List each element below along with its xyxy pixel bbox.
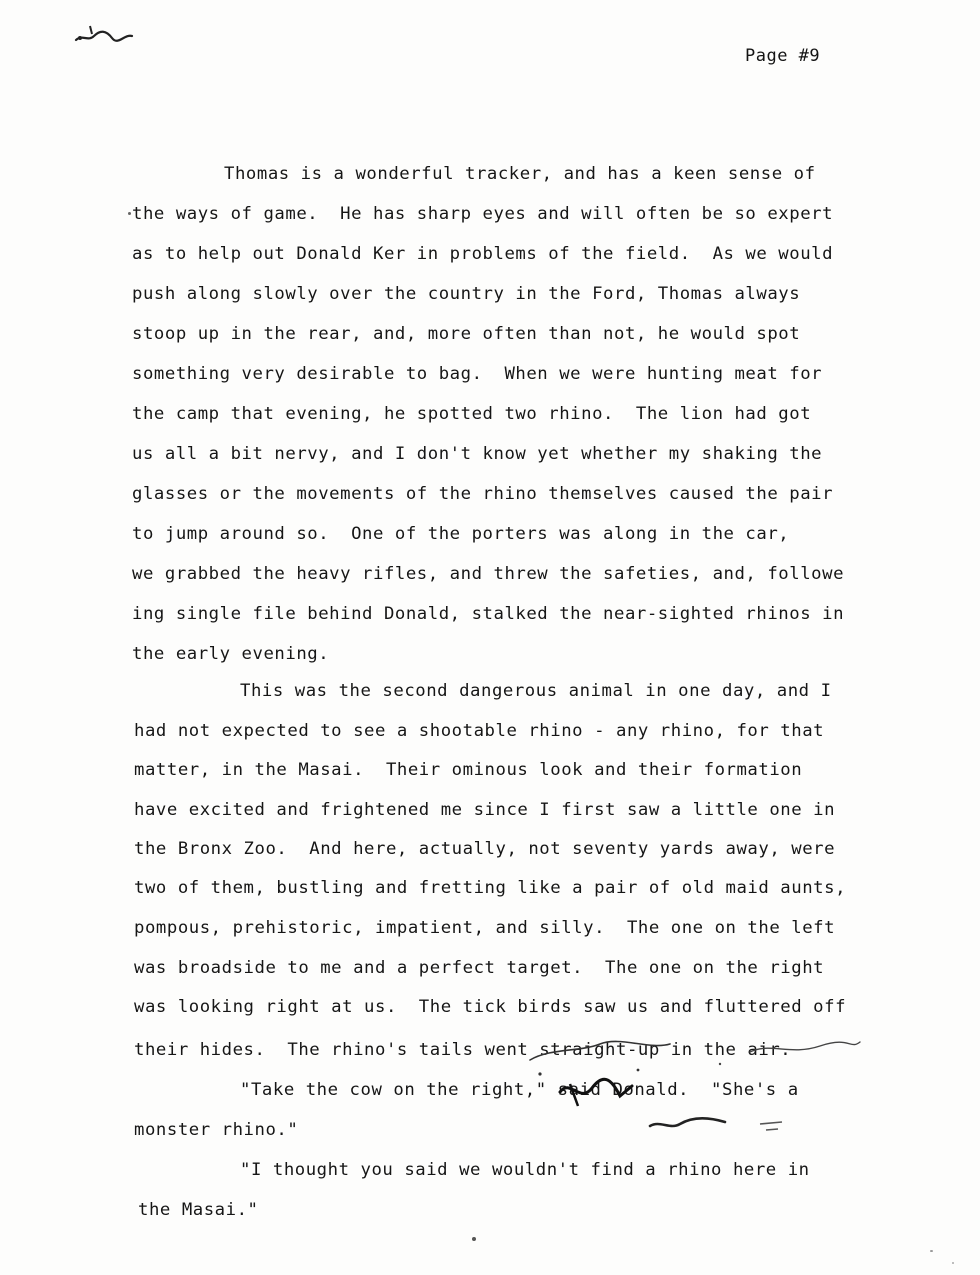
text-line: have excited and frightened me since I first saw a little one in [134,800,836,820]
text-line: was broadside to me and a perfect target. The one on the right [134,958,825,978]
text-line: push along slowly over the country in the Ford, Thomas always [132,284,801,304]
text-line: ing single file behind Donald, stalked the near-sighted rhinos in [132,604,845,624]
text-line: This was the second dangerous animal in one day, and I [240,681,832,701]
page-number: Page #9 [745,46,821,66]
paper-speck [472,1237,476,1241]
text-line: the early evening. [132,644,330,664]
text-line: the camp that evening, he spotted two rhino. The lion had got [132,404,812,424]
text-line: us all a bit nervy, and I don't know yet whether my shaking the [132,444,823,464]
paper-speck [128,212,131,215]
text-line: was looking right at us. The tick birds saw us and fluttered off [134,997,847,1017]
text-line: "Take the cow on the right," said Donald. "She's a [240,1080,799,1100]
text-line: two of them, bustling and fretting like a pair of old maid aunts, [134,878,847,898]
text-line: something very desirable to bag. When we were hunting meat for [132,364,823,384]
text-line: the Masai." [138,1200,259,1220]
text-line: to jump around so. One of the porters was along in the car, [132,524,790,544]
text-line: had not expected to see a shootable rhino - any rhino, for that [134,721,825,741]
text-line: stoop up in the rear, and, more often than not, he would spot [132,324,801,344]
text-line: "I thought you said we wouldn't find a rhino here in [240,1160,810,1180]
text-line: the ways of game. He has sharp eyes and will often be so expert [132,204,834,224]
text-line: monster rhino." [134,1120,299,1140]
text-line: glasses or the movements of the rhino themselves caused the pair [132,484,834,504]
paper-speck [930,1250,933,1252]
text-line: matter, in the Masai. Their ominous look and their formation [134,760,803,780]
text-line: pompous, prehistoric, impatient, and silly. The one on the left [134,918,836,938]
text-line: Thomas is a wonderful tracker, and has a keen sense of [224,164,816,184]
text-line: as to help out Donald Ker in problems of the field. As we would [132,244,834,264]
text-line: we grabbed the heavy rifles, and threw the safeties, and, followe [132,564,845,584]
text-line: their hides. The rhino's tails went straight-up in the air. [134,1040,792,1060]
paper-speck [952,1262,954,1264]
text-line: the Bronx Zoo. And here, actually, not seventy yards away, were [134,839,836,859]
